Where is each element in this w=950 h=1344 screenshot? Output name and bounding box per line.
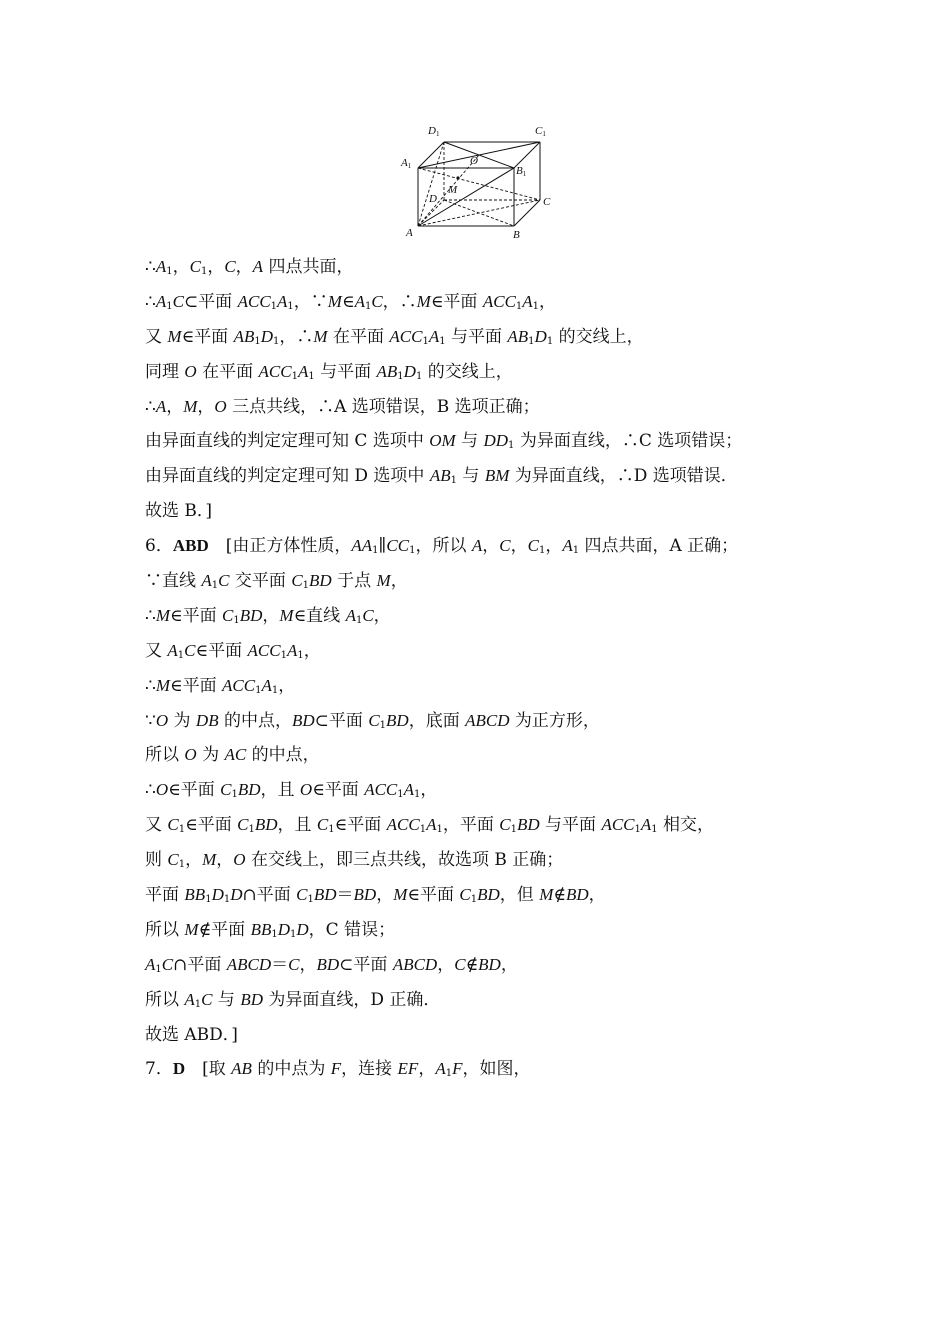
label-a1: A (401, 157, 408, 169)
text-line: 同理 O 在平面 $ACC_1A_1$ 与平面 $AB_1D_1$ 的交线上， (145, 361, 513, 382)
text-line: 所以 O 为 AC 的中点， (145, 745, 320, 766)
solution-text (145, 250, 825, 1087)
label-b1: B (516, 165, 523, 177)
label-d1: D (428, 125, 436, 137)
text-line: ∴A，M，O 三点共线，∴A 选项错误，B 选项正确； (145, 396, 540, 417)
text-line: 平面 $BB_1D_1D\cap$平面 $C_1BD=BD$，M∈平面 $C_1BD$，但 M∉BD， (145, 885, 606, 906)
text-line: $\therefore A_1C\subset$平面 $ACC_1A_1$，$\because M\in A_1C$，∴M∈平面 $ACC_1A_1$， (145, 291, 557, 312)
svg-text:A1 (400, 157, 412, 170)
text-line: 7．D [取 AB 的中点为 F，连接 EF，$A_1F$，如图， (145, 1059, 531, 1080)
cube-diagram (392, 118, 562, 246)
label-d: D (429, 193, 437, 205)
text-line: 由异面直线的判定定理可知 C 选项中 OM 与 $DD_1$ 为异面直线，∴C 选项错误； (145, 431, 743, 452)
label-b: B (513, 229, 520, 241)
label-a1-sub: 1 (407, 162, 412, 170)
text-line: 则 $C_1$，M，O 在交线上，即三点共线，故选项 B 正确； (145, 850, 564, 871)
text-line: 故选 B．] (145, 501, 213, 522)
text-line: ∴M∈平面 $C_1BD$，M∈直线 $A_1C$， (145, 605, 391, 626)
svg-text:B1 (516, 165, 527, 178)
text-line: 故选 ABD．] (145, 1024, 238, 1045)
text-line: 又 $C_1\in$平面 $C_1BD$，且 $C_1\in$平面 $ACC_1A_1$，平面 $C_1BD$ 与平面 $ACC_1A_1$ 相交， (145, 815, 715, 836)
text-line: $A_1C\cap$平面 ABCD＝C，BD⊂平面 ABCD，C∉BD， (145, 954, 518, 975)
text-line: ∵直线 $A_1C$ 交平面 $C_1BD$ 于点 M， (145, 571, 408, 592)
label-a: A (406, 227, 413, 239)
text-line: ∴M∈平面 $ACC_1A_1$， (145, 675, 296, 696)
cube-figure (392, 118, 562, 246)
label-d1-sub: 1 (435, 130, 440, 138)
svg-text:D1 (427, 125, 440, 138)
text-line: ∵O 为 DB 的中点，BD⊂平面 $C_1BD$，底面 ABCD 为正方形， (145, 710, 600, 731)
label-c1: C (535, 125, 543, 137)
label-b1-sub: 1 (522, 170, 527, 178)
text-line: $\therefore A_1$，$C_1$，C，A 四点共面， (145, 257, 354, 277)
label-c: C (543, 196, 551, 208)
text-line: ∴O∈平面 $C_1BD$，且 O∈平面 $ACC_1A_1$， (145, 780, 438, 801)
label-o: O (470, 155, 478, 167)
text-line: 又 $A_1C\in$平面 $ACC_1A_1$， (145, 640, 321, 661)
label-m: M (448, 184, 458, 196)
label-c1-sub: 1 (542, 130, 546, 138)
text-line: 又 M∈平面 $AB_1D_1$，∴M 在平面 $ACC_1A_1$ 与平面 $AB_1D_1$ 的交线上， (145, 326, 644, 347)
text-line: 所以 M∉平面 $BB_1D_1D$，C 错误； (145, 919, 396, 940)
text-line: 所以 $A_1C$ 与 BD 为异面直线，D 正确． (145, 989, 441, 1010)
text-line: 由异面直线的判定定理可知 D 选项中 $AB_1$ 与 BM 为异面直线，∴D 选项错误． (145, 466, 738, 487)
svg-text:C1 (535, 125, 546, 138)
text-line: 6．ABD [由正方体性质，$AA_1\parallel CC_1$，所以 A，C，$C_1$，$A_1$ 四点共面，A 正确； (145, 536, 739, 557)
